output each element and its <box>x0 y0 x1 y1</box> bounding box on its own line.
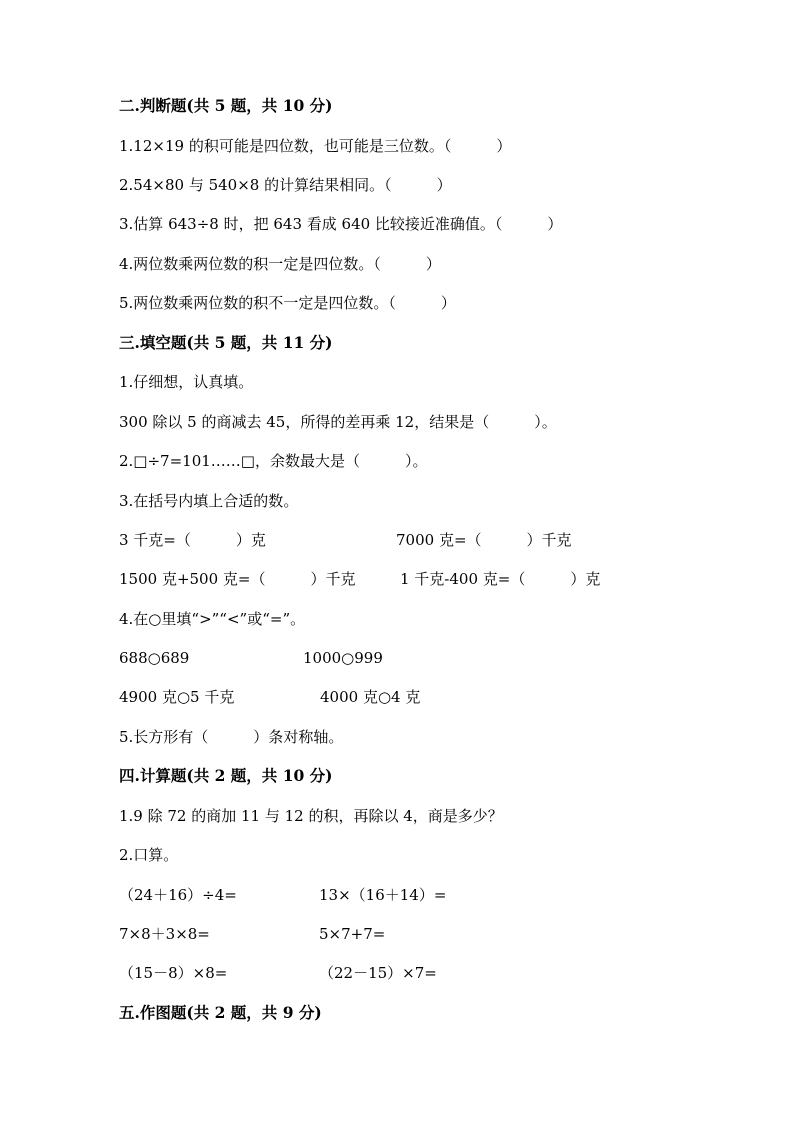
fill-question-4: 4.在○里填“>”“<”或“=”。 <box>119 610 306 628</box>
calc-row2-left: 7×8＋3×8= <box>119 925 210 943</box>
calc-row2-right: 5×7+7= <box>319 925 386 943</box>
fill-q3-row1-right: 7000 克=（ ）千克 <box>396 531 572 549</box>
calc-row1-left: （24＋16）÷4= <box>119 886 237 904</box>
section-heading-fill-in: 三.填空题(共 5 题，共 11 分) <box>119 333 333 352</box>
fill-question-2: 2.□÷7=101……□，余数最大是（ ）。 <box>119 452 428 470</box>
section-heading-judgment: 二.判断题(共 5 题，共 10 分) <box>119 96 333 115</box>
fill-q3-row2-left: 1500 克+500 克=（ ）千克 <box>119 570 356 588</box>
calc-row3-right: （22－15）×7= <box>319 964 437 982</box>
calc-row3-left: （15－8）×8= <box>119 964 228 982</box>
section-heading-calculation: 四.计算题(共 2 题，共 10 分) <box>119 766 333 785</box>
judgment-item-1: 1.12×19 的积可能是四位数，也可能是三位数。（ ） <box>119 137 512 155</box>
section-heading-drawing: 五.作图题(共 2 题，共 9 分) <box>119 1003 322 1022</box>
fill-question-5: 5.长方形有（ ）条对称轴。 <box>119 728 344 746</box>
fill-q4-row2-left: 4900 克○5 千克 <box>119 688 235 706</box>
calc-question-1: 1.9 除 72 的商加 11 与 12 的积，再除以 4，商是多少？ <box>119 807 503 825</box>
calc-question-2: 2.口算。 <box>119 846 179 864</box>
fill-q3-row1-left: 3 千克=（ ）克 <box>119 531 266 549</box>
fill-q4-row1-right: 1000○999 <box>303 649 383 667</box>
fill-q4-row1-left: 688○689 <box>119 649 190 667</box>
fill-question-1-text: 300 除以 5 的商减去 45，所得的差再乘 12，结果是（ ）。 <box>119 413 557 431</box>
judgment-item-2: 2.54×80 与 540×8 的计算结果相同。（ ） <box>119 176 452 194</box>
fill-q3-row2-right: 1 千克-400 克=（ ）克 <box>400 570 601 588</box>
calc-row1-right: 13×（16＋14）= <box>319 886 447 904</box>
fill-question-1: 1.仔细想，认真填。 <box>119 373 254 391</box>
fill-q4-row2-right: 4000 克○4 克 <box>320 688 421 706</box>
judgment-item-4: 4.两位数乘两位数的积一定是四位数。（ ） <box>119 255 441 273</box>
judgment-item-5: 5.两位数乘两位数的积不一定是四位数。（ ） <box>119 294 456 312</box>
judgment-item-3: 3.估算 643÷8 时，把 643 看成 640 比较接近准确值。（ ） <box>119 215 563 233</box>
fill-question-3: 3.在括号内填上合适的数。 <box>119 492 299 510</box>
